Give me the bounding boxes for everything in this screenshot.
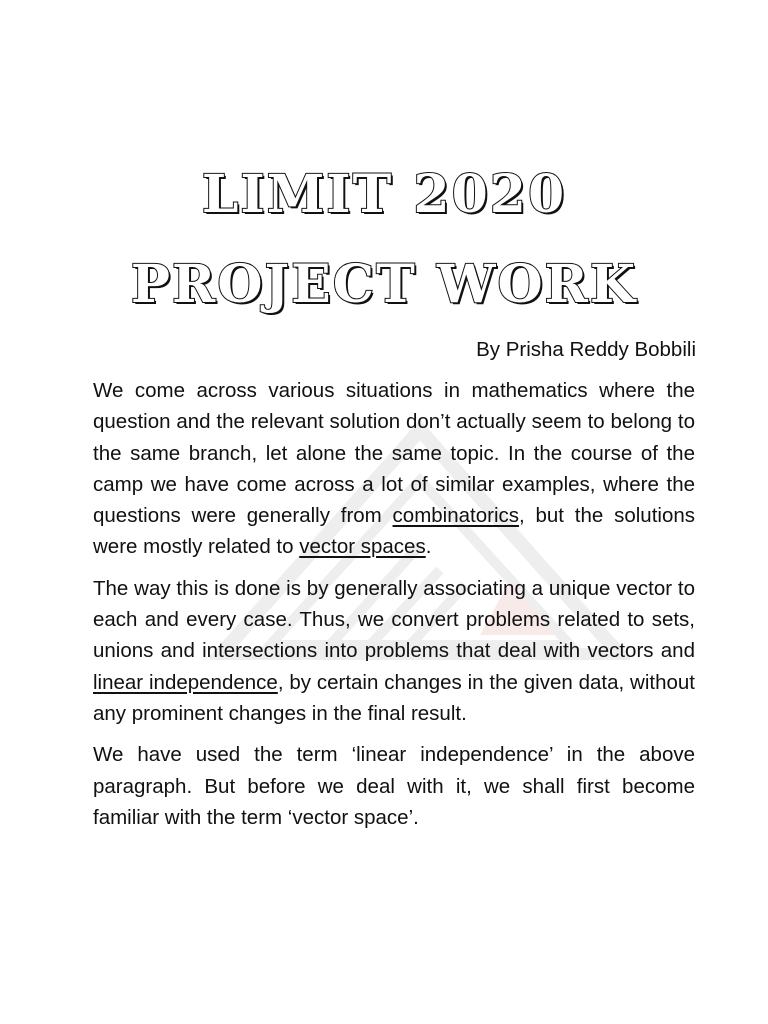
paragraph-2	[93, 573, 695, 729]
page-title-line-1: LIMIT 2020	[201, 164, 567, 225]
term-linear-independence: linear independence	[93, 670, 278, 694]
paragraph-1	[93, 375, 695, 563]
term-combinatorics: combinatorics	[392, 504, 520, 528]
paragraph-1-text-a: We come across various situations in mathematics where the question and the relevant solution don’t actually seem to belong to the same branch, let alone the same topic. In the course of the camp we have come across a lot of similar examples, where the questions were generally from	[93, 379, 695, 528]
paragraph-1-text-b: , but the solutions were mostly related to	[93, 504, 695, 559]
page-title-line-2: PROJECT WORK	[130, 254, 638, 315]
document-body	[93, 375, 695, 843]
author-byline: By Prisha Reddy Bobbili	[476, 338, 696, 361]
term-vector-spaces: vector spaces	[299, 535, 426, 559]
paragraph-1-text-c: .	[425, 535, 432, 559]
paragraph-3: We have used the term ‘linear independence’ in the above paragraph. But before we deal with it, we shall first become familiar with the term ‘vector space’.	[93, 743, 695, 829]
paragraph-2-text-b: , by certain changes in the given data, without any prominent changes in the final result.	[93, 670, 695, 725]
paragraph-2-text-a: The way this is done is by generally associating a unique vector to each and every case. Thus, we convert problems related to sets, unions and intersections into problems that deal with vectors and	[93, 576, 695, 663]
